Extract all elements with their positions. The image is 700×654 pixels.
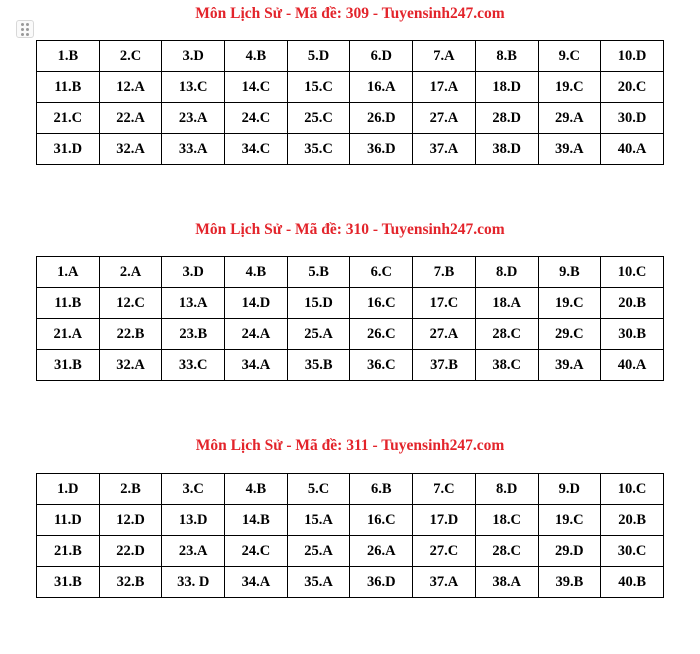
table-row xyxy=(37,134,664,165)
answer-cell: 38.D xyxy=(475,134,538,165)
answer-cell: 12.C xyxy=(99,288,162,319)
answer-cell: 27.C xyxy=(413,536,476,567)
answer-cell: 34.A xyxy=(225,350,288,381)
answer-cell: 2.A xyxy=(99,257,162,288)
answer-cell: 23.B xyxy=(162,319,225,350)
table-row xyxy=(37,257,664,288)
answer-cell: 9.B xyxy=(538,257,601,288)
answer-cell: 16.C xyxy=(350,505,413,536)
answer-cell: 16.A xyxy=(350,72,413,103)
answer-cell: 3.D xyxy=(162,41,225,72)
answer-cell: 32.B xyxy=(99,567,162,598)
answer-cell: 17.C xyxy=(413,288,476,319)
answer-cell: 13.A xyxy=(162,288,225,319)
answer-cell: 36.C xyxy=(350,350,413,381)
answer-cell: 2.B xyxy=(99,474,162,505)
answer-cell: 34.A xyxy=(225,567,288,598)
answer-cell: 30.C xyxy=(601,536,664,567)
answer-cell: 8.D xyxy=(475,474,538,505)
answer-cell: 15.C xyxy=(287,72,350,103)
answer-cell: 26.A xyxy=(350,536,413,567)
table-row xyxy=(37,41,664,72)
answer-cell: 1.A xyxy=(37,257,100,288)
answer-cell: 25.A xyxy=(287,319,350,350)
answer-cell: 4.B xyxy=(225,474,288,505)
answer-cell: 17.D xyxy=(413,505,476,536)
answer-cell: 6.D xyxy=(350,41,413,72)
answer-cell: 18.C xyxy=(475,505,538,536)
answer-cell: 10.C xyxy=(601,474,664,505)
answer-cell: 27.A xyxy=(413,319,476,350)
answer-cell: 37.A xyxy=(413,134,476,165)
answer-cell: 31.B xyxy=(37,350,100,381)
answer-table xyxy=(36,256,664,381)
answer-cell: 26.D xyxy=(350,103,413,134)
answer-cell: 39.A xyxy=(538,350,601,381)
answer-cell: 5.C xyxy=(287,474,350,505)
answer-cell: 31.B xyxy=(37,567,100,598)
answer-cell: 13.C xyxy=(162,72,225,103)
answer-cell: 28.C xyxy=(475,319,538,350)
answer-cell: 20.C xyxy=(601,72,664,103)
answer-cell: 8.B xyxy=(475,41,538,72)
answer-cell: 37.B xyxy=(413,350,476,381)
answer-cell: 16.C xyxy=(350,288,413,319)
answer-cell: 7.A xyxy=(413,41,476,72)
section-title: Môn Lịch Sử - Mã đề: 309 - Tuyensinh247.com xyxy=(195,5,505,22)
table-row xyxy=(37,350,664,381)
answer-cell: 22.B xyxy=(99,319,162,350)
answer-cell: 34.C xyxy=(225,134,288,165)
answer-cell: 29.A xyxy=(538,103,601,134)
answer-cell: 1.D xyxy=(37,474,100,505)
answer-cell: 6.B xyxy=(350,474,413,505)
answer-cell: 32.A xyxy=(99,350,162,381)
answer-cell: 15.D xyxy=(287,288,350,319)
section-title: Môn Lịch Sử - Mã đề: 310 - Tuyensinh247.com xyxy=(195,221,505,238)
answer-cell: 3.D xyxy=(162,257,225,288)
answer-cell: 28.C xyxy=(475,536,538,567)
answer-cell: 30.B xyxy=(601,319,664,350)
answer-cell: 11.D xyxy=(37,505,100,536)
section-title: Môn Lịch Sử - Mã đề: 311 - Tuyensinh247.com xyxy=(195,437,505,454)
answer-cell: 7.C xyxy=(413,474,476,505)
answer-cell: 19.C xyxy=(538,288,601,319)
answer-cell: 5.D xyxy=(287,41,350,72)
answer-cell: 35.A xyxy=(287,567,350,598)
answer-cell: 23.A xyxy=(162,103,225,134)
table-row xyxy=(37,103,664,134)
answer-cell: 14.B xyxy=(225,505,288,536)
answer-cell: 21.A xyxy=(37,319,100,350)
answer-cell: 40.B xyxy=(601,567,664,598)
answer-cell: 10.D xyxy=(601,41,664,72)
answer-cell: 12.D xyxy=(99,505,162,536)
answer-cell: 31.D xyxy=(37,134,100,165)
answer-cell: 5.B xyxy=(287,257,350,288)
answer-cell: 13.D xyxy=(162,505,225,536)
answer-cell: 9.C xyxy=(538,41,601,72)
table-row xyxy=(37,474,664,505)
answer-cell: 33.C xyxy=(162,350,225,381)
answer-cell: 8.D xyxy=(475,257,538,288)
answer-cell: 36.D xyxy=(350,134,413,165)
answer-cell: 24.A xyxy=(225,319,288,350)
answer-cell: 14.C xyxy=(225,72,288,103)
answer-cell: 33. D xyxy=(162,567,225,598)
answer-cell: 26.C xyxy=(350,319,413,350)
answer-cell: 11.B xyxy=(37,72,100,103)
answer-cell: 39.A xyxy=(538,134,601,165)
answer-cell: 33.A xyxy=(162,134,225,165)
answer-cell: 29.C xyxy=(538,319,601,350)
table-row xyxy=(37,72,664,103)
answer-cell: 28.D xyxy=(475,103,538,134)
answer-cell: 22.D xyxy=(99,536,162,567)
answer-cell: 18.A xyxy=(475,288,538,319)
answer-cell: 11.B xyxy=(37,288,100,319)
table-row xyxy=(37,288,664,319)
answer-cell: 38.C xyxy=(475,350,538,381)
table-row xyxy=(37,505,664,536)
answer-table xyxy=(36,40,664,165)
answer-cell: 4.B xyxy=(225,257,288,288)
answer-cell: 18.D xyxy=(475,72,538,103)
answer-cell: 23.A xyxy=(162,536,225,567)
table-row xyxy=(37,567,664,598)
answer-cell: 30.D xyxy=(601,103,664,134)
answer-cell: 25.C xyxy=(287,103,350,134)
answer-cell: 14.D xyxy=(225,288,288,319)
answer-cell: 38.A xyxy=(475,567,538,598)
answer-cell: 35.B xyxy=(287,350,350,381)
answer-cell: 25.A xyxy=(287,536,350,567)
answer-cell: 29.D xyxy=(538,536,601,567)
answer-cell: 19.C xyxy=(538,72,601,103)
table-row xyxy=(37,319,664,350)
answer-cell: 24.C xyxy=(225,103,288,134)
answer-cell: 32.A xyxy=(99,134,162,165)
answer-cell: 17.A xyxy=(413,72,476,103)
table-row xyxy=(37,536,664,567)
answer-cell: 37.A xyxy=(413,567,476,598)
answer-cell: 12.A xyxy=(99,72,162,103)
answer-cell: 35.C xyxy=(287,134,350,165)
answer-cell: 20.B xyxy=(601,288,664,319)
answer-cell: 15.A xyxy=(287,505,350,536)
answer-cell: 36.D xyxy=(350,567,413,598)
answer-cell: 1.B xyxy=(37,41,100,72)
answer-cell: 24.C xyxy=(225,536,288,567)
answer-cell: 40.A xyxy=(601,350,664,381)
answer-cell: 4.B xyxy=(225,41,288,72)
answer-cell: 10.C xyxy=(601,257,664,288)
answer-cell: 39.B xyxy=(538,567,601,598)
answer-cell: 6.C xyxy=(350,257,413,288)
answer-cell: 40.A xyxy=(601,134,664,165)
answer-cell: 7.B xyxy=(413,257,476,288)
answer-cell: 22.A xyxy=(99,103,162,134)
answer-cell: 20.B xyxy=(601,505,664,536)
answer-cell: 21.B xyxy=(37,536,100,567)
answer-cell: 9.D xyxy=(538,474,601,505)
answer-table xyxy=(36,473,664,598)
answer-cell: 21.C xyxy=(37,103,100,134)
answer-cell: 3.C xyxy=(162,474,225,505)
answer-cell: 27.A xyxy=(413,103,476,134)
answer-cell: 2.C xyxy=(99,41,162,72)
answer-cell: 19.C xyxy=(538,505,601,536)
